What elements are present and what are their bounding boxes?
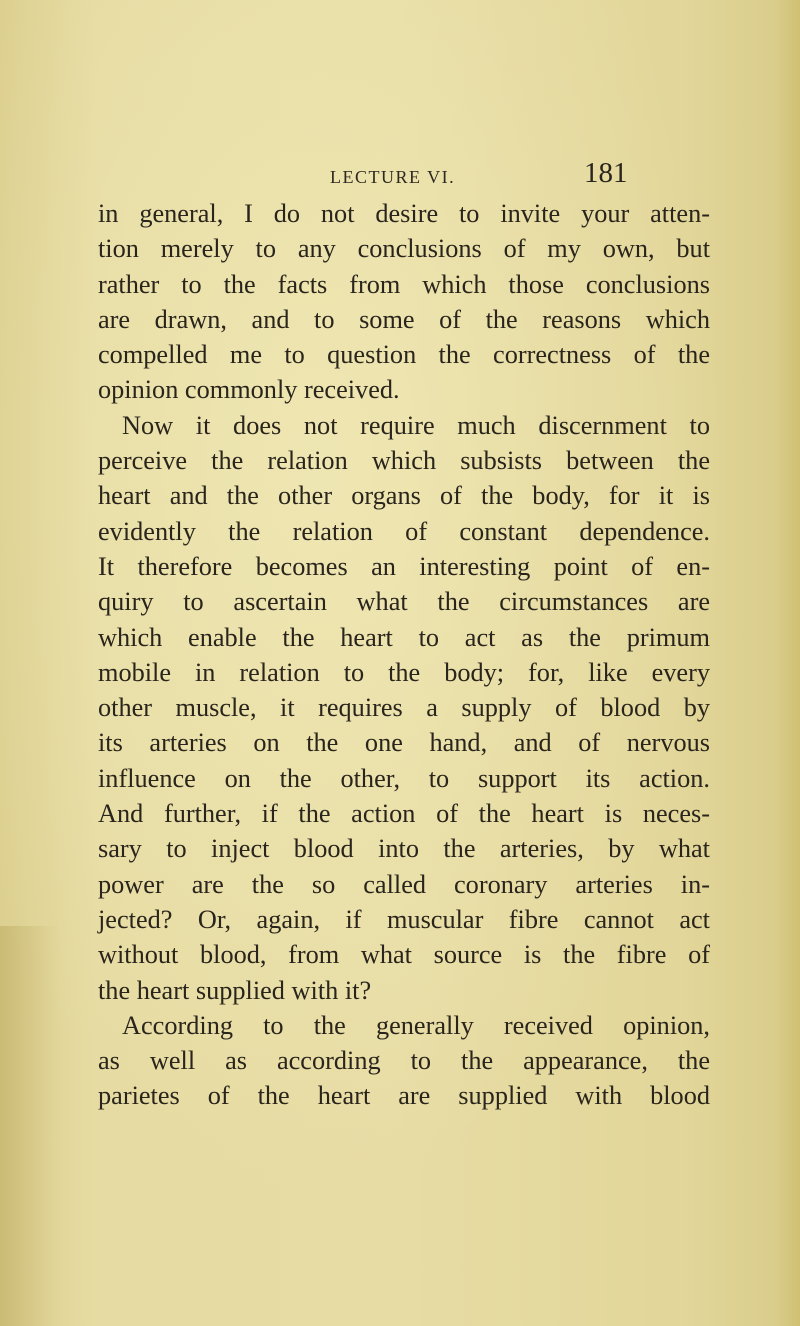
text-line: its arteries on the one hand, and of nervous: [98, 728, 710, 758]
text-line: Now it does not require much discernment to: [122, 410, 710, 440]
text-line: the heart supplied with it?: [98, 975, 372, 1005]
text-line: rather to the facts from which those conclusions: [98, 269, 710, 299]
text-line: other muscle, it requires a supply of blood by: [98, 693, 710, 723]
page-number: 181: [584, 157, 628, 189]
running-head: [0, 157, 800, 197]
text-line: are drawn, and to some of the reasons which: [98, 304, 710, 334]
text-line: parietes of the heart are supplied with blood: [98, 1081, 710, 1111]
text-line: According to the generally received opinion,: [122, 1010, 710, 1040]
text-line: quiry to ascertain what the circumstances are: [98, 587, 710, 617]
text-line: perceive the relation which subsists between the: [98, 446, 710, 476]
text-line: It therefore becomes an interesting point of en-: [98, 551, 710, 581]
text-line: which enable the heart to act as the primum: [98, 622, 710, 652]
text-line: heart and the other organs of the body, for it is: [98, 481, 710, 511]
text-line: And further, if the action of the heart is neces-: [98, 799, 710, 829]
page-edge-shadow: [776, 0, 800, 1326]
text-line: sary to inject blood into the arteries, by what: [98, 834, 710, 864]
body-text: [98, 196, 710, 1114]
text-line: as well as according to the appearance, the: [98, 1046, 710, 1076]
text-line: influence on the other, to support its action.: [98, 763, 710, 793]
running-title: LECTURE VI.: [330, 167, 456, 187]
text-line: opinion commonly received.: [98, 375, 400, 405]
text-line: jected? Or, again, if muscular fibre cannot act: [98, 904, 710, 934]
text-line: mobile in relation to the body; for, like every: [98, 657, 710, 687]
text-line: without blood, from what source is the fibre of: [98, 940, 710, 970]
text-line: in general, I do not desire to invite your atten-: [98, 199, 710, 228]
page-fold-shadow: [0, 926, 60, 1326]
text-line: power are the so called coronary arteries in-: [98, 869, 710, 899]
text-line: tion merely to any conclusions of my own, but: [98, 234, 710, 264]
text-line: compelled me to question the correctness of the: [98, 340, 710, 370]
text-line: evidently the relation of constant dependence.: [98, 516, 710, 546]
